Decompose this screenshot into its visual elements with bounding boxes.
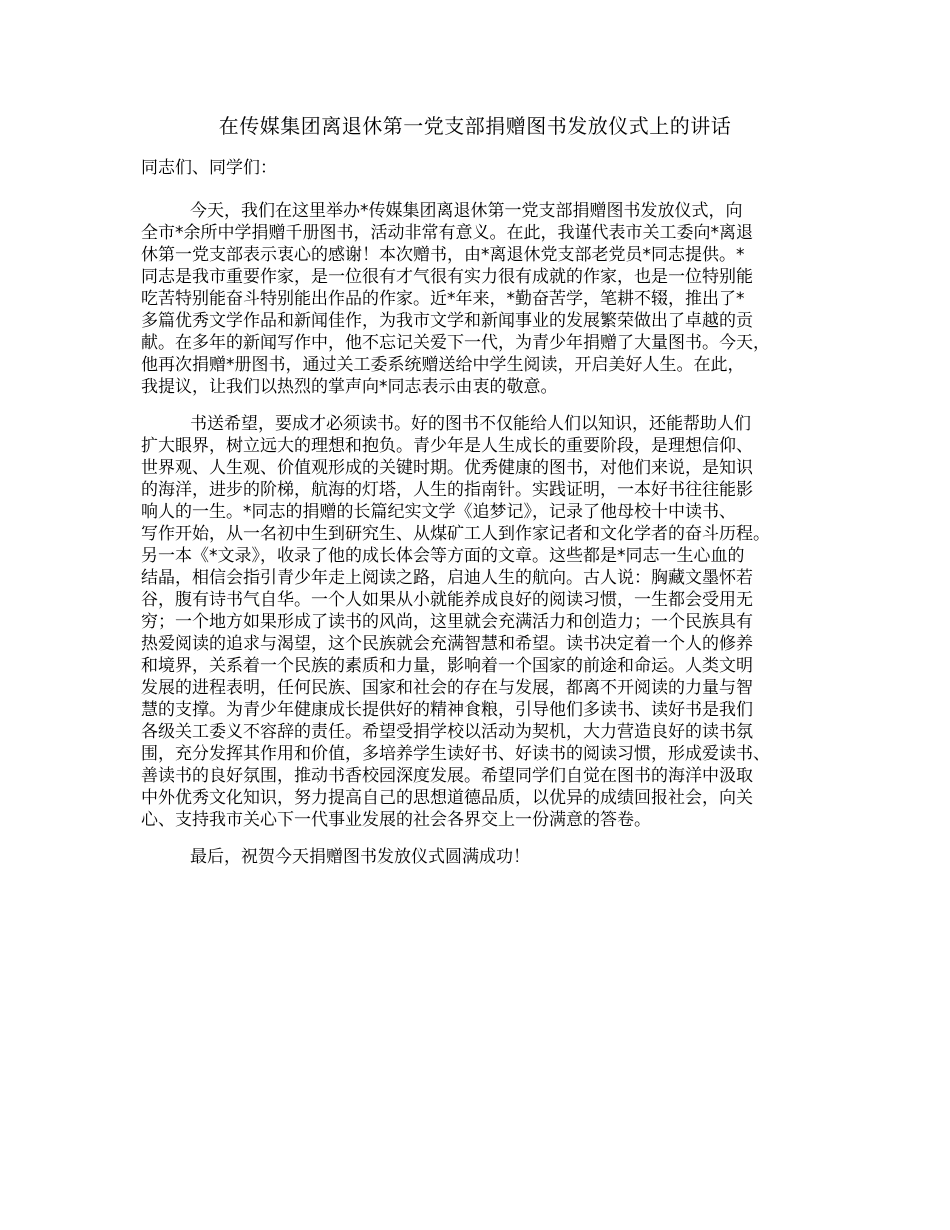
paragraph-line: 发展的进程表明，任何民族、国家和社会的存在与发展，都离不开阅读的力量与智 (141, 678, 753, 698)
paragraph-1 (141, 200, 827, 398)
paragraph-line: 的海洋，进步的阶梯，航海的灯塔，人生的指南针。实践证明，一本好书往往能影 (141, 480, 753, 500)
paragraph-line: 我提议，让我们以热烈的掌声向*同志表示由衷的敬意。 (141, 377, 558, 397)
paragraph-line: 同志是我市重要作家，是一位很有才气很有实力很有成就的作家，也是一位特别能 (141, 267, 753, 287)
paragraph-line: 谷，腹有诗书气自华。一个人如果从小就能养成良好的阅读习惯，一生都会受用无 (141, 590, 753, 610)
page-title: 在传媒集团离退休第一党支部捐赠图书发放仪式上的讲话 (218, 114, 732, 138)
paragraph-line: 他再次捐赠*册图书，通过关工委系统赠送给中学生阅读，开启美好人生。在此， (141, 355, 745, 375)
paragraph-line: 善读书的良好氛围，推动书香校园深度发展。希望同学们自觉在图书的海洋中汲取 (141, 766, 753, 786)
paragraph-line: 和境界，关系着一个民族的素质和力量，影响着一个国家的前途和命运。人类文明 (141, 656, 753, 676)
paragraph-line: 扩大眼界，树立远大的理想和抱负。青少年是人生成长的重要阶段，是理想信仰、 (141, 436, 753, 456)
paragraph-line: 休第一党支部表示衷心的感谢！本次赠书，由*离退休党支部老党员*同志提供。* (141, 245, 745, 265)
paragraph-line: 响人的一生。*同志的捐赠的长篇纪实文学《追梦记》，记录了他母校十中读书、 (141, 502, 736, 522)
paragraph-line: 今天，我们在这里举办*传媒集团离退休第一党支部捐赠图书发放仪式，向 (190, 201, 743, 221)
paragraph-2 (141, 413, 827, 831)
paragraph-line: 另一本《*文录》，收录了他的成长体会等方面的文章。这些都是*同志一生心血的 (141, 546, 745, 566)
paragraph-line: 各级关工委义不容辞的责任。希望受捐学校以活动为契机，大力营造良好的读书氛 (141, 722, 753, 742)
paragraph-line: 结晶，相信会指引青少年走上阅读之路，启迪人生的航向。古人说：胸藏文墨怀若 (141, 568, 753, 588)
paragraph-line: 书送希望，要成才必须读书。好的图书不仅能给人们以知识，还能帮助人们 (190, 414, 751, 434)
paragraph-line: 围，充分发挥其作用和价值，多培养学生读好书、好读书的阅读习惯，形成爱读书、 (141, 744, 770, 764)
paragraph-line: 写作开始，从一名初中生到研究生、从煤矿工人到作家记者和文化学者的奋斗历程。 (141, 524, 770, 544)
paragraph-line: 心、支持我市关心下一代事业发展的社会各界交上一份满意的答卷。 (141, 810, 651, 830)
paragraph-line: 多篇优秀文学作品和新闻佳作，为我市文学和新闻事业的发展繁荣做出了卓越的贡 (141, 311, 753, 331)
paragraph-3 (141, 846, 827, 868)
salutation: 同志们、同学们： (141, 158, 277, 178)
paragraph-line: 中外优秀文化知识，努力提高自己的思想道德品质，以优异的成绩回报社会，向关 (141, 788, 753, 808)
paragraph-line: 穷；一个地方如果形成了读书的风尚，这里就会充满活力和创造力；一个民族具有 (141, 612, 753, 632)
paragraph-line: 慧的支撑。为青少年健康成长提供好的精神食粮，引导他们多读书、读好书是我们 (141, 700, 753, 720)
paragraph-line: 吃苦特别能奋斗特别能出作品的作家。近*年来，*勤奋苦学，笔耕不辍，推出了* (141, 289, 745, 309)
paragraph-line: 献。在多年的新闻写作中，他不忘记关爱下一代，为青少年捐赠了大量图书。今天， (141, 333, 770, 353)
paragraph-line: 世界观、人生观、价值观形成的关键时期。优秀健康的图书，对他们来说，是知识 (141, 458, 753, 478)
paragraph-line: 热爱阅读的追求与渴望，这个民族就会充满智慧和希望。读书决定着一个人的修养 (141, 634, 753, 654)
paragraph-line: 最后，祝贺今天捐赠图书发放仪式圆满成功！ (190, 847, 530, 867)
paragraph-line: 全市*余所中学捐赠千册图书，活动非常有意义。在此，我谨代表市关工委向*离退 (141, 223, 753, 243)
